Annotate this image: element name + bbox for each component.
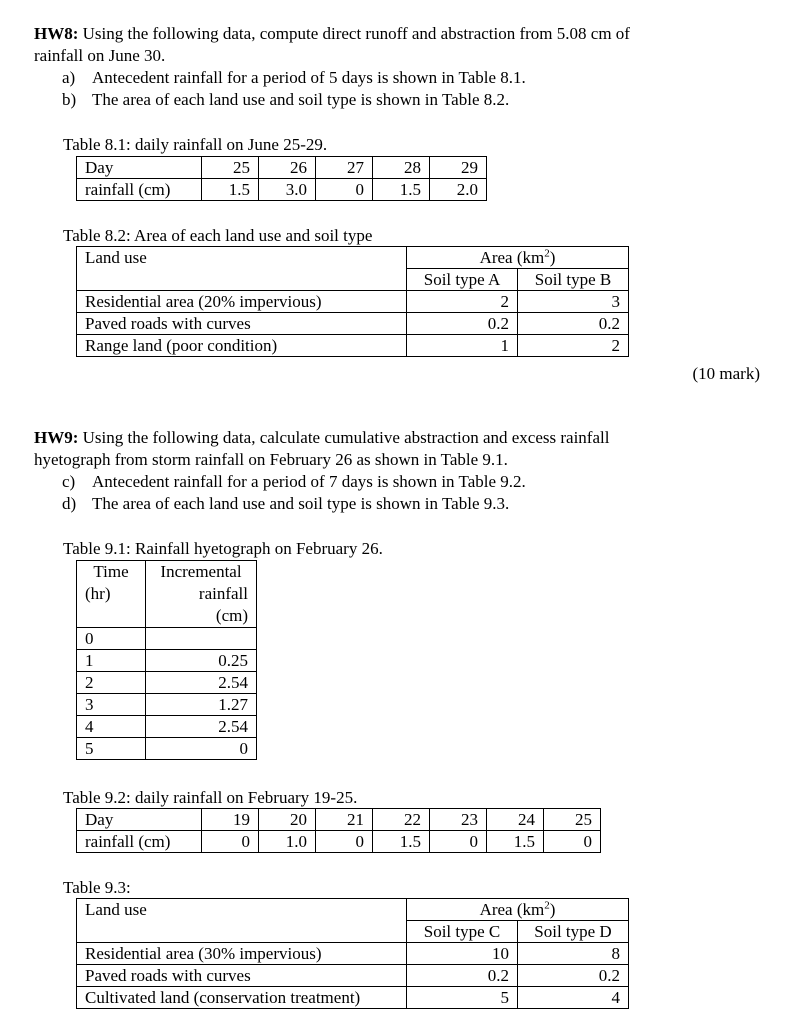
table-cell: 0: [544, 831, 601, 853]
table-cell: 27: [316, 157, 373, 179]
table-cell: 1.5: [202, 179, 259, 201]
table-cell: 0.2: [407, 965, 518, 987]
table-cell: 19: [202, 809, 259, 831]
hw9-item-letter: c): [62, 472, 76, 491]
table-header-land: Land use: [77, 899, 407, 921]
table-row: [77, 672, 257, 694]
table-cell: 1.27: [146, 694, 257, 716]
table-row: [77, 247, 629, 269]
table-cell: 3.0: [259, 179, 316, 201]
table-cell: 1: [407, 335, 518, 357]
table-cell: 2.0: [430, 179, 487, 201]
table-cell: Paved roads with curves: [77, 313, 407, 335]
table-cell: 5: [407, 987, 518, 1009]
table-row: [77, 965, 629, 987]
table-cell: 10: [407, 943, 518, 965]
table-row: [77, 269, 629, 291]
table-cell: 1.5: [373, 179, 430, 201]
table-cell: Day: [77, 809, 202, 831]
table-cell: 0: [316, 179, 373, 201]
table-header-area: [407, 899, 629, 921]
table-header-soil-a: Soil type A: [407, 269, 518, 291]
table91-caption: Table 9.1: Rainfall hyetograph on February 26.: [63, 539, 383, 558]
table-cell: rainfall (cm): [77, 179, 202, 201]
table-header-time: [77, 561, 146, 628]
table-cell: 28: [373, 157, 430, 179]
table-cell: 1.5: [487, 831, 544, 853]
hw9-item-text: Antecedent rainfall for a period of 7 days is shown in Table 9.2.: [92, 472, 526, 491]
table-cell: Day: [77, 157, 202, 179]
table-cell: 1.5: [373, 831, 430, 853]
table-row: [77, 335, 629, 357]
time-line1: Time: [93, 562, 129, 581]
table-row: [77, 694, 257, 716]
hw8-item-text: The area of each land use and soil type is shown in Table 8.2.: [92, 90, 510, 109]
table-row: [77, 291, 629, 313]
area-label: Area (km: [479, 248, 545, 267]
table-cell: 0.25: [146, 650, 257, 672]
table-cell: 0.2: [518, 965, 629, 987]
table82: [76, 246, 629, 357]
table93: [76, 898, 629, 1009]
table-cell: 29: [430, 157, 487, 179]
hw8-item-letter: b): [62, 90, 77, 109]
table-cell: 0: [430, 831, 487, 853]
table-cell: 3: [77, 694, 146, 716]
table-cell: 2: [77, 672, 146, 694]
inc-line2: rainfall: [198, 584, 248, 603]
table-cell: [77, 269, 407, 291]
table-header-soil-c: Soil type C: [407, 921, 518, 943]
table-row: [77, 716, 257, 738]
table91: [76, 560, 257, 760]
hw9-line1: Using the following data, calculate cumulative abstraction and excess rainfall: [78, 428, 610, 447]
table-cell: 5: [77, 738, 146, 760]
hw8-line1: Using the following data, compute direct runoff and abstraction from 5.08 cm of: [78, 24, 630, 43]
table81: [76, 156, 487, 201]
table-row: [77, 179, 487, 201]
table-cell: 2.54: [146, 672, 257, 694]
table-header-soil-b: Soil type B: [518, 269, 629, 291]
area-close: ): [549, 248, 556, 267]
table-cell: 26: [259, 157, 316, 179]
table-row: [77, 899, 629, 921]
table-cell: 0.2: [518, 313, 629, 335]
table-cell: 25: [544, 809, 601, 831]
table-row: [77, 809, 601, 831]
table-cell: Residential area (20% impervious): [77, 291, 407, 313]
table-row: [77, 157, 487, 179]
hw8-mark: (10 mark): [692, 364, 760, 383]
hw9-item-letter: d): [62, 494, 77, 513]
table-row: [77, 943, 629, 965]
table-cell: 0: [77, 628, 146, 650]
inc-line1: Incremental: [160, 562, 242, 581]
table-cell: Paved roads with curves: [77, 965, 407, 987]
table82-caption: Table 8.2: Area of each land use and soil type: [63, 226, 373, 245]
table-cell: 23: [430, 809, 487, 831]
table-row: [77, 628, 257, 650]
table-row: [77, 738, 257, 760]
area-sup: 2: [544, 899, 550, 912]
table-cell: 1.0: [259, 831, 316, 853]
hw9-heading: [34, 427, 609, 471]
table-row: [77, 987, 629, 1009]
table92: [76, 808, 601, 853]
hw9-item-d: [62, 493, 509, 515]
table-header-land: Land use: [77, 247, 407, 269]
table-header-area: [407, 247, 629, 269]
table-cell: 2: [518, 335, 629, 357]
table-cell: 4: [518, 987, 629, 1009]
table-cell: 0: [202, 831, 259, 853]
table-cell: Range land (poor condition): [77, 335, 407, 357]
table-cell: 25: [202, 157, 259, 179]
table-row: [77, 921, 629, 943]
table-header-incremental: [146, 561, 257, 628]
table92-caption: Table 9.2: daily rainfall on February 19-25.: [63, 788, 358, 807]
hw9-item-c: [62, 471, 526, 493]
table-cell: 8: [518, 943, 629, 965]
hw8-label: HW8:: [34, 24, 79, 43]
table-cell: 20: [259, 809, 316, 831]
table-cell: 0: [146, 738, 257, 760]
table-cell: 1: [77, 650, 146, 672]
table-cell: rainfall (cm): [77, 831, 202, 853]
table-cell: 2: [407, 291, 518, 313]
table-cell: 22: [373, 809, 430, 831]
table-row: [77, 561, 257, 628]
hw8-line2: rainfall on June 30.: [34, 46, 166, 65]
time-line2: (hr): [85, 584, 111, 603]
table-cell: 21: [316, 809, 373, 831]
table-row: [77, 313, 629, 335]
table-cell: [77, 921, 407, 943]
hw8-item-b: [62, 89, 509, 111]
table81-caption: Table 8.1: daily rainfall on June 25-29.: [63, 135, 328, 154]
area-sup: 2: [544, 247, 550, 260]
hw9-line2: hyetograph from storm rainfall on February 26 as shown in Table 9.1.: [34, 450, 508, 469]
inc-line3: (cm): [215, 606, 248, 625]
table-row: [77, 831, 601, 853]
table-cell: Cultivated land (conservation treatment): [77, 987, 407, 1009]
table-cell: Residential area (30% impervious): [77, 943, 407, 965]
table-cell: 2.54: [146, 716, 257, 738]
hw8-item-text: Antecedent rainfall for a period of 5 days is shown in Table 8.1.: [92, 68, 526, 87]
table-cell: 24: [487, 809, 544, 831]
table-cell: 0: [316, 831, 373, 853]
table-header-soil-d: Soil type D: [518, 921, 629, 943]
hw8-item-letter: a): [62, 68, 76, 87]
hw8-item-a: [62, 67, 526, 89]
hw9-label: HW9:: [34, 428, 79, 447]
table-cell: [146, 628, 257, 650]
table-cell: 3: [518, 291, 629, 313]
area-label: Area (km: [479, 900, 545, 919]
table-row: [77, 650, 257, 672]
table93-caption: Table 9.3:: [63, 878, 131, 897]
table-cell: 4: [77, 716, 146, 738]
table-cell: 0.2: [407, 313, 518, 335]
hw9-item-text: The area of each land use and soil type is shown in Table 9.3.: [92, 494, 510, 513]
hw8-heading: [34, 23, 630, 67]
area-close: ): [549, 900, 556, 919]
